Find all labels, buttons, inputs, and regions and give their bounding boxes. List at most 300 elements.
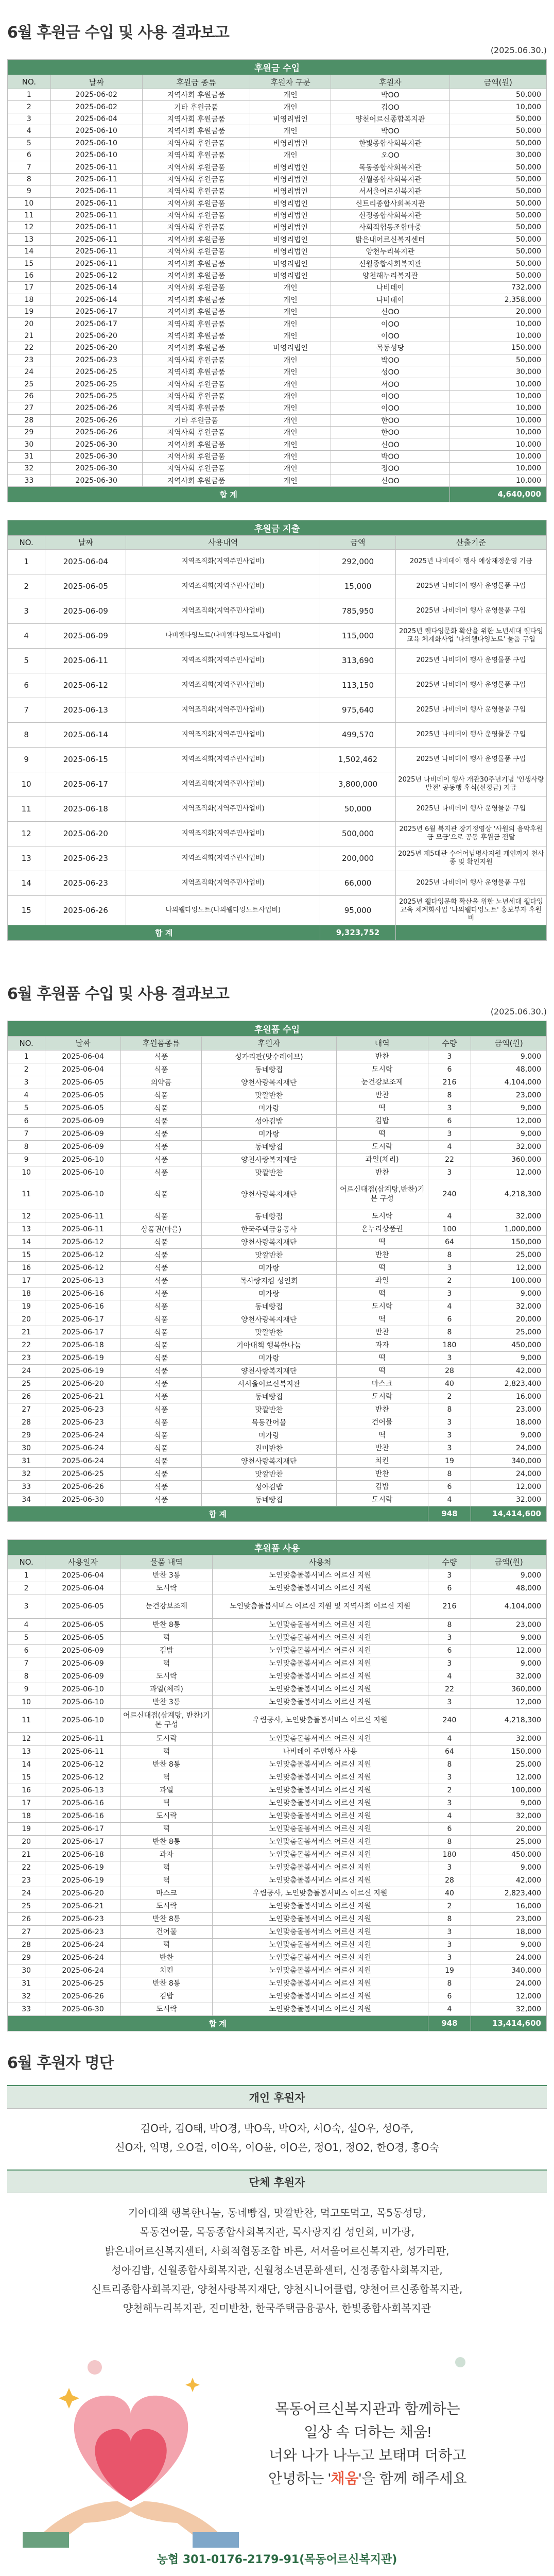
table-cell: 지역사회 후원금품 (142, 402, 250, 414)
table-cell: 31 (8, 450, 51, 462)
table-row (8, 402, 547, 414)
table-row (8, 161, 547, 173)
col-item: 물품 내역 (120, 1555, 212, 1569)
table-cell: 맛깔반찬 (201, 1326, 336, 1338)
table-cell: 6 (428, 1063, 471, 1076)
table-row (8, 1454, 547, 1467)
col-qty: 수량 (428, 1555, 471, 1569)
table-cell: 2025-06-04 (45, 1050, 121, 1063)
table-cell: 14 (8, 1758, 45, 1771)
table-cell: 9,000 (471, 1287, 547, 1300)
table-cell: 마스크 (336, 1377, 428, 1390)
table-row (8, 1338, 547, 1351)
table-cell: 50,000 (449, 161, 547, 173)
thanks-text: '을 함께 해주세요 (358, 2470, 467, 2486)
total-qty: 948 (428, 2015, 471, 2031)
table-cell: 떡 (336, 1429, 428, 1442)
table-row (8, 149, 547, 161)
table-row (8, 1797, 547, 1809)
table-cell: 8 (8, 722, 45, 747)
table-cell: 32,000 (471, 2003, 547, 2015)
table-cell: 지역사회 후원금품 (142, 246, 250, 258)
table-cell: 29 (8, 1951, 45, 1964)
table-cell: 2025-06-04 (50, 113, 142, 125)
table-row (8, 846, 547, 871)
table-cell: 2 (428, 1900, 471, 1912)
total-label: 합 계 (8, 486, 450, 502)
table-cell: 2025-06-11 (45, 1210, 121, 1223)
table-cell: 2025-06-11 (50, 222, 142, 233)
table-cell: 31 (8, 1454, 45, 1467)
table-cell: 3 (428, 1416, 471, 1429)
table-cell: 14 (8, 246, 51, 258)
thanks-illustration (7, 2331, 547, 2548)
table-cell: 50,000 (449, 197, 547, 209)
table-cell: 2025-06-17 (45, 1822, 121, 1835)
table-cell: 지역조직화(지역주민사업비) (126, 574, 320, 599)
table-cell: 26 (8, 390, 51, 402)
table-row (8, 1784, 547, 1797)
table-cell: 지역사회 후원금품 (142, 125, 250, 137)
col-no: NO. (8, 1036, 45, 1050)
table-cell: 4,104,000 (471, 1595, 547, 1618)
table-cell: 신월종합사회복지관 (331, 173, 449, 185)
table-cell: 3 (428, 1861, 471, 1874)
table-cell: 12,000 (471, 1114, 547, 1127)
table-cell: 2025-06-30 (50, 450, 142, 462)
table-cell: 떡 (120, 1745, 212, 1758)
table-cell: 9,000 (471, 1050, 547, 1063)
table-row (8, 1153, 547, 1166)
income-caption: 후원금 수입 (8, 60, 547, 75)
col-no: NO. (8, 1555, 45, 1569)
table-cell: 반찬 8통 (120, 1618, 212, 1631)
table-cell: 도시락 (120, 1732, 212, 1745)
table-cell: 2025-06-11 (50, 161, 142, 173)
table-cell: 9,000 (471, 1351, 547, 1364)
table-cell: 25,000 (471, 1248, 547, 1261)
table-cell: 목동성당 (331, 342, 449, 354)
table-cell: 180 (428, 1338, 471, 1351)
table-cell: 식품 (120, 1364, 201, 1377)
table-cell: 김밥 (336, 1480, 428, 1493)
bank-account: 농협 301-0176-2179-91(목동어르신복지관) (157, 2553, 397, 2566)
table-cell: 떡 (120, 1631, 212, 1644)
table-row (8, 1403, 547, 1416)
table-cell: 과자 (336, 1338, 428, 1351)
table-cell: 27 (8, 402, 51, 414)
table-cell: 1,000,000 (471, 1223, 547, 1235)
table-cell: 48,000 (471, 1582, 547, 1595)
table-cell: 서서울어르신복지관 (331, 185, 449, 197)
table-cell: 340,000 (471, 1964, 547, 1977)
table-row (8, 1618, 547, 1631)
table-cell: 떡 (120, 1771, 212, 1784)
total-label: 합 계 (8, 925, 320, 940)
table-cell: 23,000 (471, 1618, 547, 1631)
table-cell: 식품 (120, 1050, 201, 1063)
table-cell: 292,000 (320, 549, 396, 574)
table-cell: 노인맞춤돌봄서비스 어르신 지원 및 지역사회 어르신 지원 (212, 1595, 428, 1618)
table-row (8, 648, 547, 673)
table-cell: 도시락 (120, 1900, 212, 1912)
table-cell: 6 (428, 1990, 471, 2003)
table-row (8, 574, 547, 599)
table-cell: 2025-06-12 (45, 673, 126, 698)
table-cell: 20,000 (449, 306, 547, 318)
table-cell: 6 (8, 149, 51, 161)
table-cell: 2025-06-30 (50, 474, 142, 486)
table-row (8, 623, 547, 648)
table-cell: 개인 (250, 330, 331, 342)
table-row (8, 1569, 547, 1582)
table-cell: 반찬 (336, 1089, 428, 1101)
col-amount: 금액(원) (471, 1555, 547, 1569)
table-cell: 40 (428, 1887, 471, 1900)
table-cell: 식품 (120, 1467, 201, 1480)
table-cell: 5 (8, 1101, 45, 1114)
income-total-row (8, 486, 547, 502)
table-cell: 도시락 (336, 1493, 428, 1506)
thanks-line: 목동어르신복지관과 함께하는 (275, 2400, 460, 2417)
table-cell: 30,000 (449, 149, 547, 161)
table-cell: 100,000 (471, 1274, 547, 1287)
table-cell: 식품 (120, 1454, 201, 1467)
table-cell: 10,000 (449, 378, 547, 390)
table-cell: 2025-06-25 (45, 1977, 121, 1990)
col-basis: 산출기준 (395, 535, 546, 549)
table-cell: 9,000 (471, 1101, 547, 1114)
table-cell: 반찬 (120, 1951, 212, 1964)
table-cell: 2025-06-20 (45, 1887, 121, 1900)
table-cell: 떡 (120, 1797, 212, 1809)
table-row (8, 821, 547, 846)
table-cell: 나비데이 주민행사 사용 (212, 1745, 428, 1758)
table-cell: 양천누리복지관 (331, 246, 449, 258)
thanks-message (268, 2401, 467, 2486)
table-cell: 2025-06-11 (50, 197, 142, 209)
table-cell: 24,000 (471, 1951, 547, 1964)
table-cell: 양천사랑복지재단 (201, 1454, 336, 1467)
table-cell: 진미반찬 (201, 1442, 336, 1454)
table-cell: 2025-06-13 (45, 1784, 121, 1797)
table-cell: 30 (8, 1442, 45, 1454)
table-cell: 2 (8, 101, 51, 113)
table-row (8, 1745, 547, 1758)
table-cell: 반찬 8통 (120, 1977, 212, 1990)
table-cell: 비영리법인 (250, 233, 331, 245)
table-cell: 33 (8, 1480, 45, 1493)
table-cell: 노인맞춤돌봄서비스 어르신 지원 (212, 1848, 428, 1861)
table-cell: 25,000 (471, 1835, 547, 1848)
thanks-banner (7, 2331, 547, 2548)
table-cell: 반찬 (336, 1166, 428, 1179)
table-row (8, 772, 547, 796)
table-cell: 18,000 (471, 1925, 547, 1938)
table-row (8, 463, 547, 474)
table-cell: 2025-06-16 (45, 1300, 121, 1313)
table-cell: 22 (428, 1683, 471, 1696)
table-row (8, 185, 547, 197)
table-cell: 2025-06-14 (50, 282, 142, 294)
table-cell: 113,150 (320, 673, 396, 698)
table-cell: 32 (8, 1990, 45, 2003)
table-cell: 2025-06-12 (45, 1248, 121, 1261)
table-cell: 3 (428, 1925, 471, 1938)
table-row (8, 1809, 547, 1822)
table-cell: 2025-06-12 (50, 269, 142, 281)
table-cell: 개인 (250, 318, 331, 330)
table-cell: 2025-06-24 (45, 1454, 121, 1467)
col-date: 날짜 (45, 535, 126, 549)
donin-title: 6월 후원품 수입 및 사용 결과보고 (7, 985, 229, 1003)
table-cell: 10 (8, 197, 51, 209)
donin-caption: 후원품 수입 (8, 1021, 547, 1036)
table-row (8, 89, 547, 101)
table-cell: 도시락 (336, 1063, 428, 1076)
table-cell: 지역사회 후원금품 (142, 306, 250, 318)
table-cell: 20 (8, 1835, 45, 1848)
table-cell: 노인맞춤돌봄서비스 어르신 지원 (212, 1732, 428, 1745)
table-cell: 12 (8, 222, 51, 233)
table-row (8, 258, 547, 269)
table-cell: 6 (428, 1582, 471, 1595)
table-row (8, 1874, 547, 1887)
table-row (8, 1644, 547, 1657)
table-cell: 지역사회 후원금품 (142, 233, 250, 245)
table-row (8, 1835, 547, 1848)
income-rows (8, 89, 547, 487)
table-cell: 식품 (120, 1429, 201, 1442)
table-cell: 김밥 (120, 1990, 212, 2003)
table-cell: 한OO (331, 426, 449, 438)
table-row (8, 1595, 547, 1618)
table-cell: 2025-06-15 (45, 747, 126, 772)
table-cell: 2025-06-05 (45, 1631, 121, 1644)
table-cell: 눈건강보조제 (336, 1076, 428, 1089)
table-cell: 지역사회 후원금품 (142, 390, 250, 402)
table-cell: 27 (8, 1925, 45, 1938)
table-cell: 2025-06-12 (45, 1771, 121, 1784)
table-cell: 2025-06-02 (50, 101, 142, 113)
table-row (8, 390, 547, 402)
table-cell: 2 (8, 1582, 45, 1595)
table-cell: 개인 (250, 101, 331, 113)
group-line: 신트리종합사회복지관, 양천사랑복지재단, 양천시니어클럽, 양천어르신종합복지관, (91, 2282, 463, 2295)
income-title: 6월 후원금 수입 및 사용 결과보고 (7, 24, 229, 42)
table-cell: 15 (8, 895, 45, 925)
table-cell: 9,000 (471, 1861, 547, 1874)
table-cell: 5 (8, 137, 51, 149)
table-cell: 지역사회 후원금품 (142, 209, 250, 221)
table-row (8, 1861, 547, 1874)
table-row (8, 1900, 547, 1912)
table-cell: 732,000 (449, 282, 547, 294)
table-cell: 30 (8, 1964, 45, 1977)
table-cell: 2 (8, 1063, 45, 1076)
table-cell: 3 (8, 113, 51, 125)
table-cell: 32,000 (471, 1300, 547, 1313)
col-date: 사용일자 (45, 1555, 121, 1569)
table-cell: 7 (8, 698, 45, 722)
table-cell: 맛깔반찬 (201, 1166, 336, 1179)
table-row (8, 1429, 547, 1442)
table-cell: 30 (8, 438, 51, 450)
table-cell: 32,000 (471, 1670, 547, 1683)
table-cell: 33 (8, 474, 51, 486)
table-cell: 2,823,400 (471, 1887, 547, 1900)
table-row (8, 549, 547, 574)
col-type: 후원품종류 (120, 1036, 201, 1050)
table-cell: 12,000 (471, 1696, 547, 1708)
table-row (8, 1925, 547, 1938)
table-cell: 2025-06-05 (45, 574, 126, 599)
table-cell: 8 (428, 1618, 471, 1631)
table-cell: 100 (428, 1223, 471, 1235)
table-cell: 3 (428, 1771, 471, 1784)
table-cell: 지역사회 후원금품 (142, 282, 250, 294)
thanks-text: 안녕하는 ' (268, 2470, 331, 2486)
table-cell: 12 (8, 1732, 45, 1745)
table-cell: 2025-06-16 (45, 1287, 121, 1300)
table-cell: 개인 (250, 426, 331, 438)
table-cell: 개인 (250, 402, 331, 414)
table-cell: 식품 (120, 1261, 201, 1274)
table-cell: 6 (8, 673, 45, 698)
table-cell: 비영리법인 (250, 209, 331, 221)
table-cell: 지역조직화(지역주민사업비) (126, 698, 320, 722)
table-cell: 4 (428, 1210, 471, 1223)
table-cell: 8 (428, 1089, 471, 1101)
table-cell: 미가랑 (201, 1429, 336, 1442)
table-cell: 10,000 (449, 426, 547, 438)
table-cell: 반찬 (336, 1050, 428, 1063)
table-cell: 2025-06-18 (45, 1848, 121, 1861)
table-cell: 32,000 (471, 1732, 547, 1745)
table-cell: 2025-06-26 (45, 895, 126, 925)
table-row (8, 1114, 547, 1127)
table-cell: 17 (8, 1797, 45, 1809)
table-cell: 9,000 (471, 1429, 547, 1442)
col-type: 후원금 종류 (142, 75, 250, 89)
table-row (8, 1493, 547, 1506)
table-cell: 6 (8, 1644, 45, 1657)
table-cell: 노인맞춤돌봄서비스 어르신 지원 (212, 1683, 428, 1696)
table-cell: 반찬 8통 (120, 1835, 212, 1848)
col-no: NO. (8, 535, 45, 549)
table-cell: 30,000 (449, 366, 547, 378)
table-cell: 42,000 (471, 1874, 547, 1887)
table-cell: 4 (428, 1300, 471, 1313)
table-cell: 2025-06-26 (50, 402, 142, 414)
table-cell: 27 (8, 1403, 45, 1416)
table-cell: 노인맞춤돌봄서비스 어르신 지원 (212, 1771, 428, 1784)
table-cell: 50,000 (449, 222, 547, 233)
table-cell: 개인 (250, 450, 331, 462)
table-cell: 2025-06-05 (45, 1595, 121, 1618)
table-cell: 도시락 (336, 1140, 428, 1153)
col-donor: 후원자 (201, 1036, 336, 1050)
table-cell: 18 (8, 294, 51, 306)
table-cell: 목동종합사회복지관 (331, 161, 449, 173)
table-cell: 지역조직화(지역주민사업비) (126, 549, 320, 574)
table-cell: 2025-06-05 (45, 1618, 121, 1631)
table-cell: 29 (8, 1429, 45, 1442)
donin-total-row (8, 1506, 547, 1521)
decor-dot-icon (88, 2360, 102, 2375)
table-cell: 2025-06-24 (45, 1429, 121, 1442)
table-cell: 양천어르신종합복지관 (331, 113, 449, 125)
table-row (8, 1248, 547, 1261)
table-cell: 8 (428, 1326, 471, 1338)
table-cell: 비영리법인 (250, 137, 331, 149)
table-cell: 13 (8, 1745, 45, 1758)
table-row (8, 173, 547, 185)
table-row (8, 1938, 547, 1951)
table-cell: 4,218,300 (471, 1179, 547, 1210)
table-cell: 3 (428, 1261, 471, 1274)
table-cell: 성아김밥 (201, 1480, 336, 1493)
table-cell: 오OO (331, 149, 449, 161)
table-cell: 2025년 웰다잉문화 확산을 위한 노년세대 웰다잉교육 체계화사업 '나의웰다잉노트' 홍보부자 후원비 (395, 895, 546, 925)
table-cell: 4 (8, 1618, 45, 1631)
table-cell: 박OO (331, 354, 449, 366)
table-cell: 2025-06-20 (50, 342, 142, 354)
donout-caption: 후원품 사용 (8, 1539, 547, 1555)
table-row (8, 414, 547, 426)
table-cell: 식품 (120, 1089, 201, 1101)
table-cell: 2 (428, 1784, 471, 1797)
table-cell: 6 (428, 1480, 471, 1493)
table-cell: 지역사회 후원금품 (142, 149, 250, 161)
table-row (8, 342, 547, 354)
table-cell: 노인맞춤돌봄서비스 어르신 지원 (212, 1631, 428, 1644)
table-cell: 과일 (120, 1784, 212, 1797)
table-cell: 2025-06-09 (45, 1114, 121, 1127)
table-cell: 25,000 (471, 1758, 547, 1771)
table-row (8, 1063, 547, 1076)
table-cell: 2025-06-09 (45, 623, 126, 648)
table-cell: 10,000 (449, 390, 547, 402)
table-cell: 나의웰다잉노트(나의웰다잉노트사업비) (126, 895, 320, 925)
total-qty: 948 (428, 1506, 471, 1521)
table-cell: 2025년 제5대관 수어어님명사지원 개인까지 천사종 및 확인지원 (395, 846, 546, 871)
table-cell: 6 (8, 1114, 45, 1127)
table-row (8, 197, 547, 209)
table-row (8, 1261, 547, 1274)
table-cell: 개인 (250, 354, 331, 366)
table-cell: 19 (8, 1300, 45, 1313)
table-row (8, 426, 547, 438)
table-cell: 식품 (120, 1235, 201, 1248)
table-cell: 지역사회 후원금품 (142, 137, 250, 149)
table-cell: 9,000 (471, 1569, 547, 1582)
table-cell: 9,000 (471, 1657, 547, 1670)
table-cell: 12,000 (471, 1644, 547, 1657)
table-cell: 9 (8, 1683, 45, 1696)
table-cell: 33 (8, 2003, 45, 2015)
table-cell: 17 (8, 1274, 45, 1287)
table-cell: 13 (8, 233, 51, 245)
table-cell: 2025-06-24 (45, 1951, 121, 1964)
table-cell: 8 (428, 1248, 471, 1261)
table-cell: 지역사회 후원금품 (142, 342, 250, 354)
table-cell: 한OO (331, 414, 449, 426)
table-cell: 48,000 (471, 1063, 547, 1076)
table-cell: 15,000 (320, 574, 396, 599)
table-cell: 2025-06-20 (45, 821, 126, 846)
table-cell: 3 (428, 1101, 471, 1114)
